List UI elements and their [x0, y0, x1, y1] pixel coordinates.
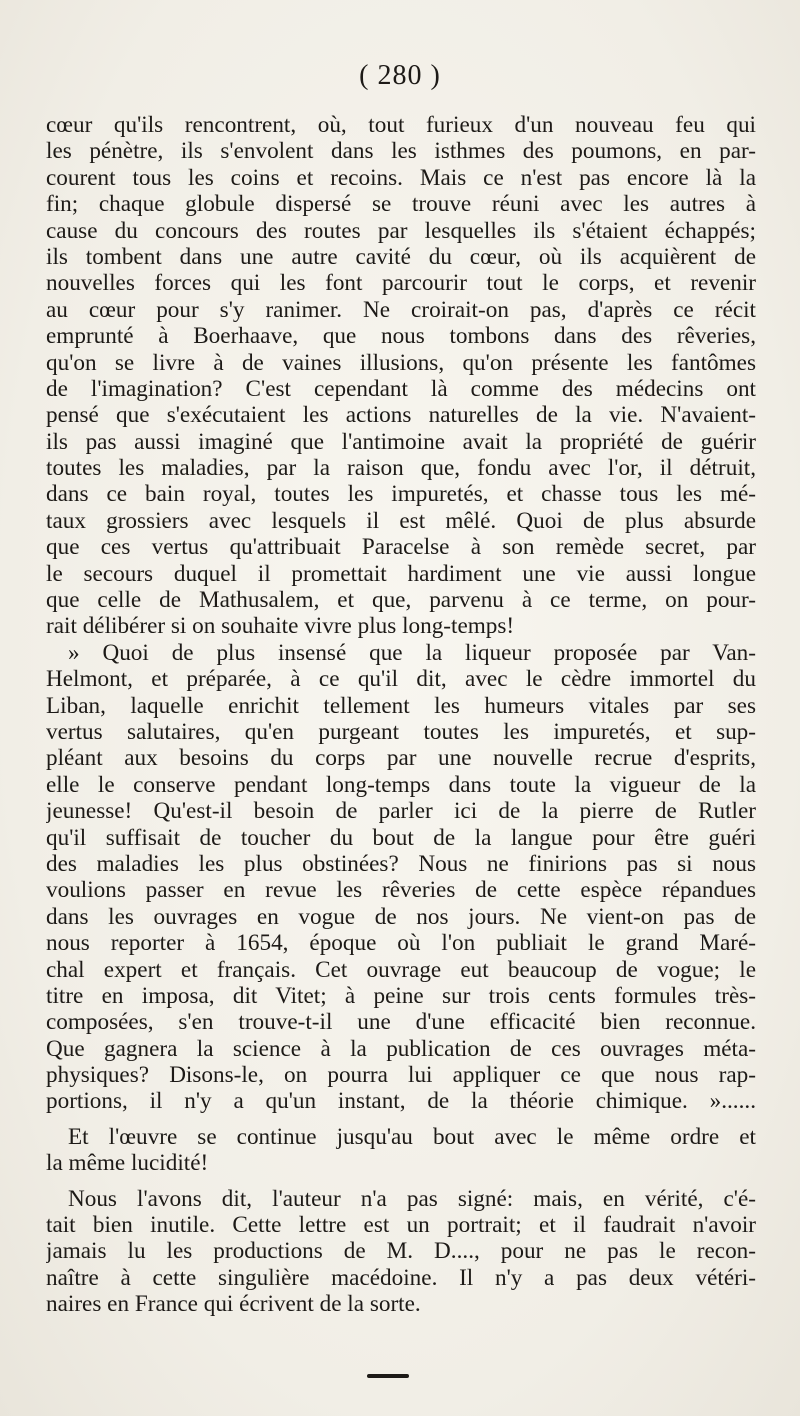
- text-line: que celle de Mathusalem, et que, parvenu à ce terme, on pour-: [46, 587, 756, 614]
- text-line: » Quoi de plus insensé que la liqueur proposée par Van-: [68, 639, 756, 666]
- text-line: Et l'œuvre se continue jusqu'au bout avec le même ordre et: [68, 1123, 756, 1150]
- text-line: titre en imposa, dit Vitet; à peine sur trois cents formules très-: [46, 982, 756, 1009]
- text-line: la même lucidité!: [46, 1150, 209, 1177]
- text-line: dans ce bain royal, toutes les impuretés, et chasse tous les mé-: [46, 481, 756, 508]
- text-line: vertus salutaires, qu'en purgeant toutes les impuretés, et sup-: [46, 718, 756, 745]
- text-line: fin; chaque globule dispersé se trouve réuni avec les autres à: [46, 191, 756, 218]
- text-line: Nous l'avons dit, l'auteur n'a pas signé: mais, en vérité, c'é-: [68, 1185, 756, 1212]
- text-line: Que gagnera la science à la publication de ces ouvrages méta-: [46, 1035, 756, 1062]
- text-line: qu'il suffisait de toucher du bout de la langue pour être guéri: [46, 824, 756, 851]
- page-number: ( 280 ): [359, 60, 441, 91]
- text-line: ils tombent dans une autre cavité du cœur, où ils acquièrent de: [46, 243, 756, 270]
- text-line: chal expert et français. Cet ouvrage eut beaucoup de vogue; le: [46, 956, 756, 983]
- text-line: taux grossiers avec lesquels il est mêlé. Quoi de plus absurde: [46, 507, 756, 534]
- text-line: les pénètre, ils s'envolent dans les isthmes des poumons, en par-: [46, 138, 756, 165]
- end-rule-divider: [367, 1374, 409, 1378]
- text-line: toutes les maladies, par la raison que, fondu avec l'or, il détruit,: [46, 455, 756, 482]
- text-line: cause du concours des routes par lesquelles ils s'étaient échappés;: [46, 217, 756, 244]
- text-line: naires en France qui écrivent de la sorte.: [46, 1291, 421, 1318]
- text-line: naître à cette singulière macédoine. Il n'y a pas deux vétéri-: [46, 1264, 756, 1291]
- text-line: portions, il n'y a qu'un instant, de la théorie chimique. »......: [46, 1088, 756, 1115]
- text-line: voulions passer en revue les rêveries de cette espèce répandues: [46, 877, 756, 904]
- text-line: Helmont, et préparée, à ce qu'il dit, avec le cèdre immortel du: [46, 666, 756, 693]
- text-line: jeunesse! Qu'est-il besoin de parler ici de la pierre de Rutler: [46, 798, 756, 825]
- text-line: pensé que s'exécutaient les actions naturelles de la vie. N'avaient-: [46, 402, 756, 429]
- text-line: pléant aux besoins du corps par une nouvelle recrue d'esprits,: [46, 745, 756, 772]
- text-line: ils pas aussi imaginé que l'antimoine avait la propriété de guérir: [46, 428, 756, 455]
- text-line: emprunté à Boerhaave, que nous tombons dans des rêveries,: [46, 323, 756, 350]
- text-line: de l'imagination? C'est cependant là comme des médecins ont: [46, 375, 756, 402]
- text-line: que ces vertus qu'attribuait Paracelse à son remède secret, par: [46, 534, 756, 561]
- text-line: nous reporter à 1654, époque où l'on publiait le grand Maré-: [46, 930, 756, 957]
- text-line: qu'on se livre à de vaines illusions, qu'on présente les fantômes: [46, 349, 756, 376]
- text-line: cœur qu'ils rencontrent, où, tout furieux d'un nouveau feu qui: [46, 112, 756, 138]
- text-line: composées, s'en trouve-t-il une d'une efficacité bien reconnue.: [46, 1009, 756, 1036]
- text-line: le secours duquel il promettait hardiment une vie aussi longue: [46, 560, 756, 587]
- text-line: rait délibérer si on souhaite vivre plus long-temps!: [46, 613, 515, 640]
- text-line: des maladies les plus obstinées? Nous ne finirions pas si nous: [46, 850, 756, 877]
- text-line: jamais lu les productions de M. D...., pour ne pas le recon-: [46, 1238, 756, 1265]
- text-line: tait bien inutile. Cette lettre est un portrait; et il faudrait n'avoir: [46, 1212, 756, 1239]
- text-line: physiques? Disons-le, on pourra lui appliquer ce que nous rap-: [46, 1062, 756, 1089]
- text-line: dans les ouvrages en vogue de nos jours. Ne vient-on pas de: [46, 903, 756, 930]
- text-line: au cœur pour s'y ranimer. Ne croirait-on pas, d'après ce récit: [46, 296, 756, 323]
- body-text: [46, 112, 756, 1318]
- text-line: Liban, laquelle enrichit tellement les humeurs vitales par ses: [46, 692, 756, 719]
- text-line: elle le conserve pendant long-temps dans toute la vigueur de la: [46, 771, 756, 798]
- text-line: courent tous les coins et recoins. Mais ce n'est pas encore là la: [46, 164, 756, 191]
- text-line: nouvelles forces qui les font parcourir tout le corps, et revenir: [46, 270, 756, 297]
